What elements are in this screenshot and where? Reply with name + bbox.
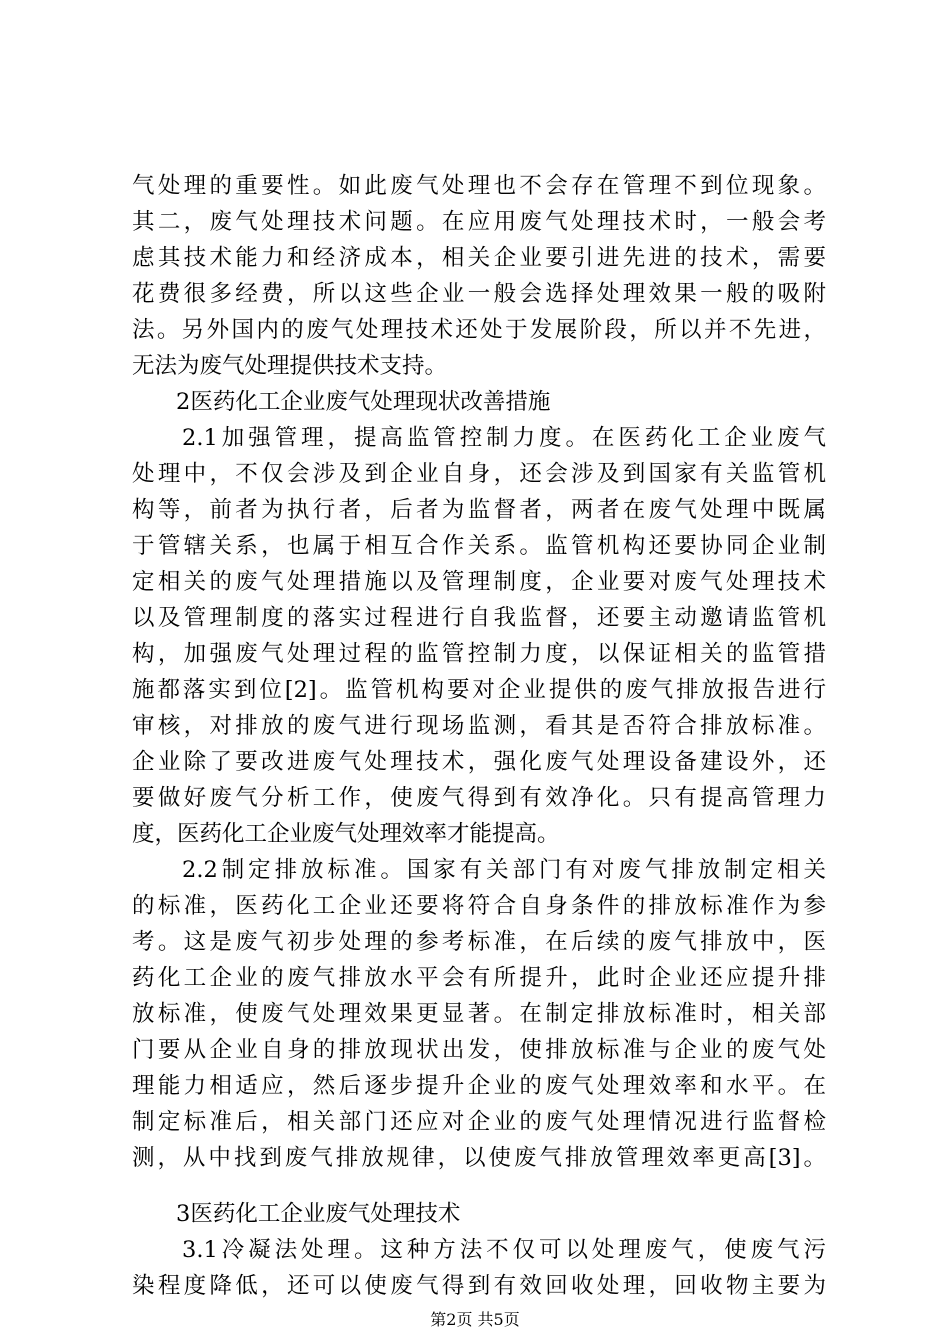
body-line: 于管辖关系，也属于相互合作关系。监管机构还要协同企业制 — [132, 533, 826, 559]
body-line: 施都落实到位[2]。监管机构要对企业提供的废气排放报告进行 — [132, 677, 826, 703]
body-line: 定相关的废气处理措施以及管理制度，企业要对废气处理技术 — [132, 569, 826, 595]
body-line: 制定标准后，相关部门还应对企业的废气处理情况进行监督检 — [132, 1109, 826, 1135]
body-line: 虑其技术能力和经济成本，相关企业要引进先进的技术，需要 — [132, 245, 826, 271]
body-line: 审核，对排放的废气进行现场监测，看其是否符合排放标准。 — [132, 713, 826, 739]
paragraph-first-line: 2.1加强管理，提高监管控制力度。在医药化工企业废气 — [182, 425, 826, 451]
body-line: 无法为废气处理提供技术支持。 — [132, 353, 448, 379]
body-line: 其二，废气处理技术问题。在应用废气处理技术时，一般会考 — [132, 209, 826, 235]
body-line: 要做好废气分析工作，使废气得到有效净化。只有提高管理力 — [132, 785, 826, 811]
paragraph-first-line: 2.2制定排放标准。国家有关部门有对废气排放制定相关 — [182, 857, 826, 883]
body-line: 放标准，使废气处理效果更显著。在制定排放标准时，相关部 — [132, 1001, 826, 1027]
body-line: 花费很多经费，所以这些企业一般会选择处理效果一般的吸附 — [132, 281, 826, 307]
body-line: 测，从中找到废气排放规律，以使废气排放管理效率更高[3]。 — [132, 1145, 826, 1171]
body-line: 法。另外国内的废气处理技术还处于发展阶段，所以并不先进， — [132, 317, 826, 343]
paragraph-first-line: 3.1冷凝法处理。这种方法不仅可以处理废气，使废气污 — [182, 1237, 826, 1263]
body-line: 以及管理制度的落实过程进行自我监督，还要主动邀请监管机 — [132, 605, 826, 631]
page-number-label: 第2页 共5页 — [430, 1310, 520, 1329]
body-line: 的标准，医药化工企业还要将符合自身条件的排放标准作为参 — [132, 893, 826, 919]
body-line: 构，加强废气处理过程的监管控制力度，以保证相关的监管措 — [132, 641, 826, 667]
body-line: 考。这是废气初步处理的参考标准，在后续的废气排放中，医 — [132, 929, 826, 955]
body-line: 药化工企业的废气排放水平会有所提升，此时企业还应提升排 — [132, 965, 826, 991]
section-heading: 2医药化工企业废气处理现状改善措施 — [176, 389, 551, 415]
section-heading: 3医药化工企业废气处理技术 — [176, 1201, 461, 1227]
body-line: 度，医药化工企业废气处理效率才能提高。 — [132, 821, 560, 847]
body-line: 构等，前者为执行者，后者为监督者，两者在废气处理中既属 — [132, 497, 826, 523]
body-line: 气处理的重要性。如此废气处理也不会存在管理不到位现象。 — [132, 173, 826, 199]
body-line: 门要从企业自身的排放现状出发，使排放标准与企业的废气处 — [132, 1037, 826, 1063]
body-line: 处理中，不仅会涉及到企业自身，还会涉及到国家有关监管机 — [132, 461, 826, 487]
body-line: 企业除了要改进废气处理技术，强化废气处理设备建设外，还 — [132, 749, 826, 775]
body-line: 染程度降低，还可以使废气得到有效回收处理，回收物主要为 — [132, 1273, 826, 1299]
page-footer — [0, 1308, 950, 1332]
body-line: 理能力相适应，然后逐步提升企业的废气处理效率和水平。在 — [132, 1073, 826, 1099]
